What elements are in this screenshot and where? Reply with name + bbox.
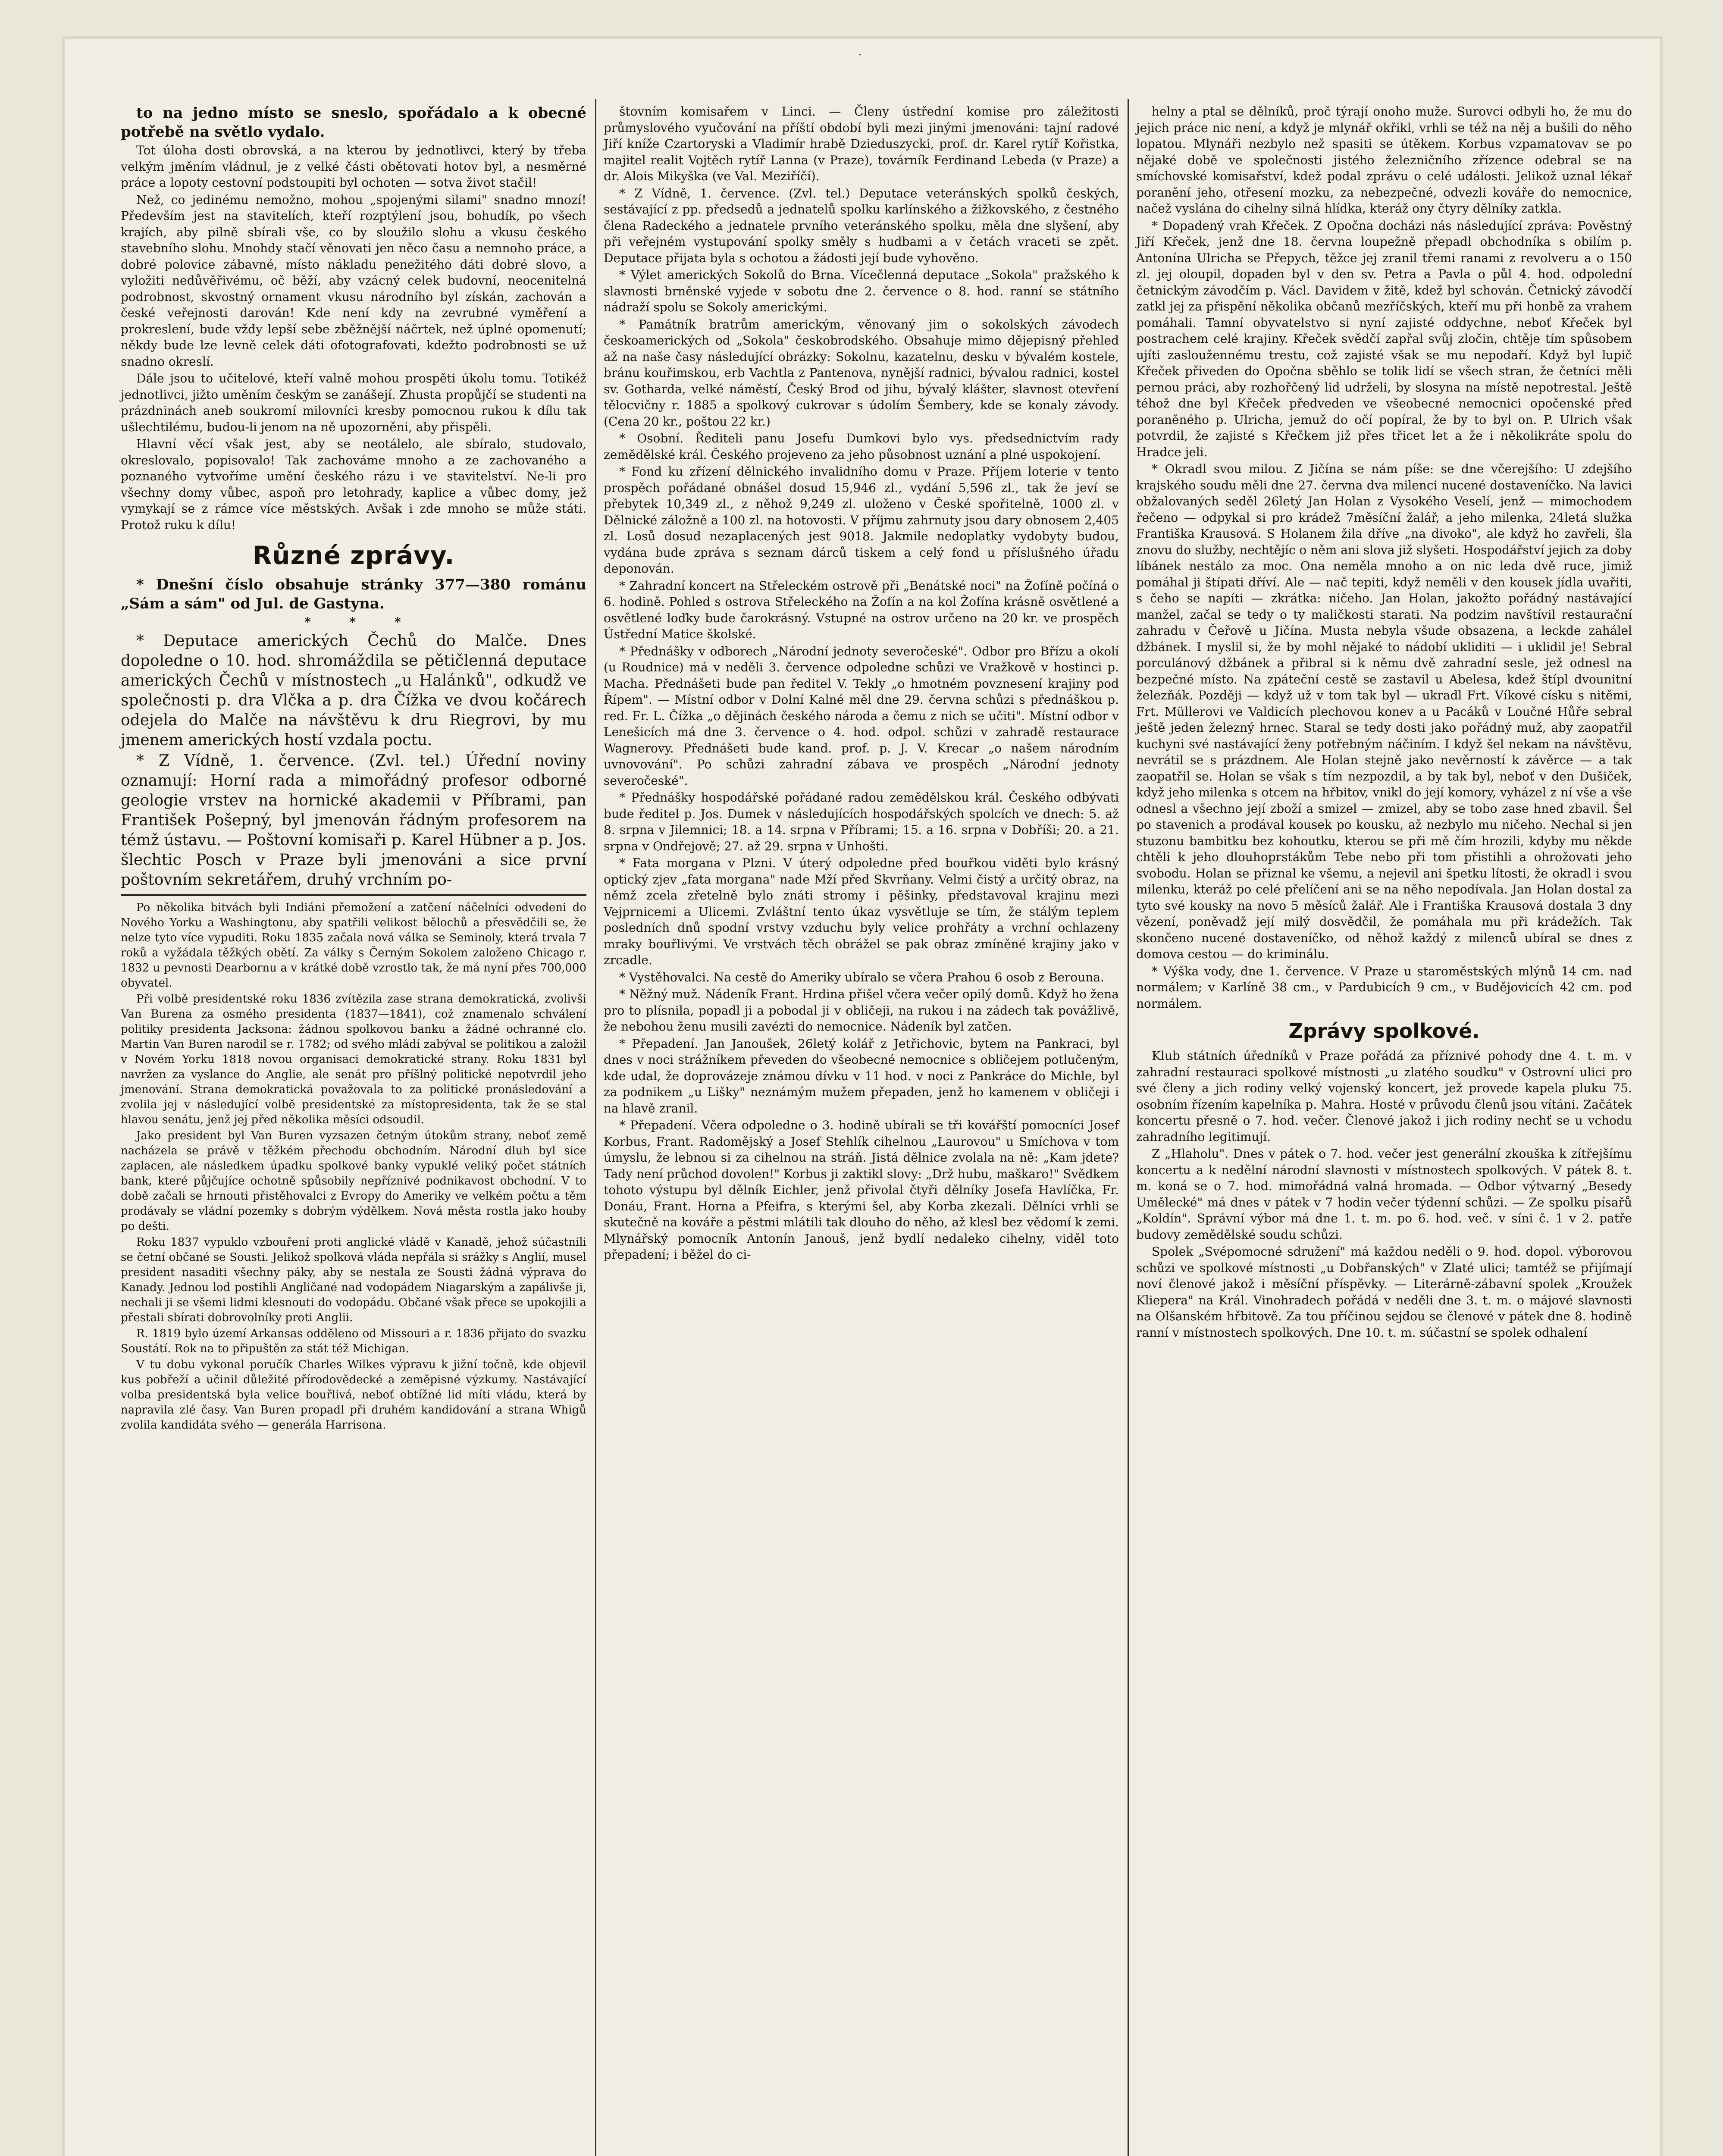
col2-paragraph-13: * Přepadení. Jan Janoušek, 26letý kolář z Jetřichovic, bytem na Pankraci, byl dnes v noci strážníkem převeden do všeobecné nemocnice s obličejem potlučeným, kde udal, že doprovázeje známou dívku v 11 hod. v noci z Pankráce do Michle, byl za podnikem „u Lišky" neznámým mužem přepaden, jenž ho kamenem v obličeji i na hlavě zranil. xyxy=(604,1036,1119,1116)
col3-paragraph-4: * Výška vody, dne 1. července. V Praze u staroměstských mlýnů 14 cm. nad normálem; v Karlíně 38 cm., v Pardubicích 9 cm., v Budějovicích 42 cm. pod normálem. xyxy=(1136,964,1632,1011)
col2-paragraph-12: * Něžný muž. Nádeník Frant. Hrdina přišel včera večer opilý domů. Když ho žena pro to plísnila, popadl ji a pobodal ji v obličeji, na rukou i na zádech tak povážlivě, že nebohou ženu musili zavézti do nemocnice. Nádeník byl zatčen. xyxy=(604,987,1119,1034)
column-2 xyxy=(604,103,1119,1264)
col3-paragraph-1: helny a ptal se dělníků, proč týrají onoho muže. Surovci odbyli ho, že mu do jejich práce nic není, a když je mlynář okřikl, vrhli se též na něj a bušili do něho lopatou. Mlynáři nezbylo než spasiti se útěkem. Korbus vzpamatovav se po nějaké době ve společnosti jistého železničního zřízence odebral se na smíchovské komisařství, kdež podal zprávu o celé události. Jelikož uznal lékař poranění jeho, otřesení mozku, za nebezpečné, odvezli kováře do nemocnice, načež vyslána do cihelny silná hlídka, kteráž ony čtyry dělníky zatkla. xyxy=(1136,104,1632,216)
col1-feuilleton-4: Roku 1837 vypuklo vzbouření proti anglické vládě v Kanadě, jehož súčastnili se četní občané se Sousti. Jelikož spolková vláda nepřála si srážky s Anglií, musel president nasaditi všechny páky, aby se nestala ze Sousti žádná výprava do Kanady. Jednou lod postihli Angličané nad vodopádem Niagarským a zapálivše ji, nechali ji se všemi lidmi klesnouti do vodopádu. Občané však přece se upokojili a přestali sbírati dobrovolníky proti Anglii. xyxy=(121,1235,586,1324)
col3-paragraph-5: Klub státních úředníků v Praze pořádá za příznivé pohody dne 4. t. m. v zahradní restauraci spolkové místnosti „u zlatého soudku" v Ostrovní ulici pro své členy a jich rodiny velký vojenský koncert, jež provede kapela pluku 75. osobním řízením kapelníka p. Mahra. Hosté v průvodu členů jsou vítáni. Začátek koncertu přesně o 7. hod. večer. Členové jakož i jich rodiny nechť se u vchodu zahradního legitimují. xyxy=(1136,1049,1632,1144)
column-1 xyxy=(121,103,586,1434)
col1-feuilleton-1: Po několika bitvách byli Indiáni přemožení a zatčení náčelníci odvedeni do Nového Yorku a Washingtonu, aby spatřili velikost bělochů a přesvědčili se, že nelze tyto více vypuditi. Roku 1835 začala nová válka se Seminoly, která trvala 7 roků a vyžádala těžkých obětí. Za války s Černým Sokolem založeno Chicago r. 1832 u pevnosti Dearbornu a v krátké době vzrostlo tak, že má nyní přes 700,000 obyvatel. xyxy=(121,901,586,990)
col2-paragraph-1: štovním komisařem v Linci. — Členy ústřední komise pro záležitosti průmyslového vyučování na příští období byli mezi jinými jmenováni: tajní radové Jiří kníže Czartoryski a Vladimír hrabě Dzieduszycki, prof. dr. Karel rytíř Kořistka, majitel realit Vojtěch rytíř Lanna (v Praze), továrník Ferdinand Lebeda (v Praze) a dr. Alois Mikyška (ve Val. Meziříčí). xyxy=(604,104,1119,183)
col2-paragraph-4: * Památník bratrům americkým, věnovaný jim o sokolských závodech českoamerických od „Sokola" českobrodského. Obsahuje mimo dějepisný přehled až na naše časy následující obrázky: Sokolnu, kazatelnu, desku v bývalém kostele, bránu kouřimskou, erb Vachtla z Pantenova, nynější radnici, bývalou radnici, kostel sv. Gotharda, velké náměstí, Český Brod od jihu, bývalý klášter, slavnost otevření tělocvičny r. 1885 a spolkový cukrovar s údolím Šembery, kde se konaly závody. (Cena 20 kr., poštou 22 kr.) xyxy=(604,317,1119,429)
col1-paragraph-4: Dále jsou to učitelové, kteří valně mohou prospěti úkolu tomu. Totikéž jednotlivci, jižto uměním českým se zanášejí. Zhusta propůjčí se studenti na prázdninách aneb soukromí milovníci kresby pomocnou rukou k dílu tak ušlechtilému, budou-li jenom na ně upozorněni, aby přispěli. xyxy=(121,371,586,434)
col1-feuilleton-3: Jako president byl Van Buren vyzsazen četným útokům strany, neboť země nacházela se právě v těžkém přechodu obchodním. Národní dluh byl sice zaplacen, ale následkem úpadku spolkové banky vypuklé veliký počet státních bank, které půjčujíce ochotně spůsobily nepříznivé podnikavost obchodní. V to době začali se hrnouti přistěhovalci z Evropy do Ameriky ve velkém počtu a těm prodávaly se vládní pozemky s dobrým výdělkem. Nová města rostla jako houby po dešti. xyxy=(121,1129,586,1233)
col1-paragraph-1: to na jedno místo se sneslo, spořádalo a k obecné potřebě na světlo vydalo. xyxy=(121,104,586,141)
col2-paragraph-3: * Výlet amerických Sokolů do Brna. Vícečlenná deputace „Sokola" pražského k slavnosti brněnské vyjede v sobotu dne 2. července o 8. hod. ranní se státního nádraží spolu se Sokoly americkými. xyxy=(604,268,1119,314)
col3-paragraph-2: * Dopadený vrah Křeček. Z Opočna docházi nás následující zpráva: Pověstný Jiří Křeček, jenž dne 18. června loupežně přepadl obchodníka s obilím p. Antonína Ulricha se Přepych, těžce jej zranil třemi ranami z revolveru a o 150 zl. jej oloupil, dopaden byl v den sv. Petra a Pavla o půl 4. hod. odpolední četnickým závodčím p. Václ. Davidem v žitě, kdež byl schován. Četnický závodčí zatkl jej za přispění několika občanů mezříčských, kteří mu při honbě za vrahem pomáhali. Tamní obyvatelstvo si nyní zajisté oddychne, neboť Křeček byl postrachem celé krajiny. Křeček svědčí zapřal svůj zločin, chtěje tím spůsobem ujíti zasloužennému trestu, což zajisté však se mu nepodaří. Když byl lupič Křeček přiveden do Opočna sběhlo se tolik lidí se všech stran, že četníci měli pernou práci, aby rozhořčený lid udrželi, by slosyna na místě nepotrestal. Ještě téhož dne byl Křeček předveden ve všeobecné nemocnici opočenské před poraněného p. Ulricha, jemuž do očí popíral, že by to byl on. P. Ulrich však potvrdil, že zajisté s Křečkem již přes třicet let a že i několikráte spolu do Hradce jeli. xyxy=(1136,218,1632,459)
col1-paragraph-2: Tot úloha dosti obrovská, a na kterou by jednotlivci, který by třeba velkým jměním vládnul, je z velké části obětovati hotov byl, a nesměrné práce a lopoty cestovní podstoupiti byl ochoten — sotva život stačil! xyxy=(121,143,586,190)
col2-paragraph-5: * Osobní. Řediteli panu Josefu Dumkovi bylo vys. předsednictvím rady zemědělské král. Českého projeveno za jeho působnost uznání a plné uspokojení. xyxy=(604,431,1119,462)
col1-notice-novel: * Dnešní číslo obsahuje stránky 377—380 románu „Sám a sám" od Jul. de Gastyna. xyxy=(121,576,586,612)
col1-feuilleton-6: V tu dobu vykonal poručík Charles Wilkes výpravu k jižní točně, kde objevil kus pobřeží a učinil důležité přírodovědecké a zeměpisné výzkumy. Nastávající volba presidentská byla velice bouřlivá, neboť obtížné lid míti vládu, která by napravila zlé časy. Van Buren propadl při druhém kandidování a strana Whigů zvolila kandidáta svého — generála Harrisona. xyxy=(121,1358,586,1432)
section-heading-zpravy-spolkove: Zprávy spolkové. xyxy=(1288,1019,1480,1043)
col1-feuilleton-5: R. 1819 bylo území Arkansas odděleno od Missouri a r. 1836 přijato do svazku Soustátí. Rok na to připuštěn za stát též Michigan. xyxy=(121,1327,586,1355)
horizontal-rule xyxy=(121,894,586,896)
col2-paragraph-14: * Přepadení. Včera odpoledne o 3. hodině ubírali se tři kovářští pomocníci Josef Korbus, Frant. Radomějský a Josef Stehlík cihelnou „Laurovou" u Smíchova v tom úmyslu, že lebnou si za cihelnou na stráň. Jistá dělnice zvolala na ně: „Kam jdete? Tady není průchod dovolen!" Korbus ji zaktikl slovy: „Drž hubu, maškaro!" Svědkem tohoto výstupu byl dělník Eichler, jenž přivolal čtyři dělníky Josefa Havlíčka, Fr. Donáu, Frant. Horna a Pfeifra, s kterými šel, aby Korba zkezali. Dělníci vrhli se skutečně na kováře a pěstmi mlátili tak dlouho do něho, až klesl bez vědomí k zemi. Mlynářský pomocník Antonín Janouš, jenž bydlí nedaleko cihelny, viděl toto přepadení; i běžel do ci- xyxy=(604,1118,1119,1262)
col2-paragraph-2: * Z Vídně, 1. července. (Zvl. tel.) Deputace veteránských spolků českých, sestávající z pp. předsedů a jednatelů spolku karlínského a žižkovského, z čestného člena Radeckého a jednatele prvního veteránského spolku, měla dne slyšení, aby při veřejném vystupování spolky směly s hudbami a v četách vraceti se zpět. Deputace přijata byla s ochotou a žádosti její bude vyhověno. xyxy=(604,186,1119,265)
col3-paragraph-7: Spolek „Svépomocné sdružení" má každou neděli o 9. hod. dopol. výborovou schůzi ve spolkové místnosti „u Dobřanských" v Zlaté ulici; tamtéž se přijímají noví členové jakož i měsíční příspěvky. — Literárně-zábavní spolek „Kroužek Kliepera" na Král. Vinohradech pořádá v neděli dne 3. t. m. o májové slavnosti na Olšanském hřbitově. Za tou příčinou sejdou se členové v pátek dne 8. hodině ranní v místnostech spolkových. Dne 10. t. m. súčastní se spolek odhalení xyxy=(1136,1244,1632,1340)
col2-paragraph-11: * Vystěhovalci. Na cestě do Ameriky ubíralo se včera Prahou 6 osob z Berouna. xyxy=(619,970,1104,984)
col2-paragraph-10: * Fata morgana v Plzni. V úterý odpoledne před bouřkou viděti bylo krásný optický zjev „fata morgana" nade Mží před Skvrňany. Velmi čistý a určitý obraz, na němž zcela zřetelně bylo znáti stromy i pěšinky, představoval krajinu mezi Vejprnicemi a Ulicemi. Zvláštní tento úkaz vysvětluje se tím, že stálým teplem posledních dnů spodní vrstvy vzduchu byly velice prohřáty a vrchní ochlazeny mraky bouřlivými. Ve vrstvách těch obrážel se pak obraz zmíněné krajiny jako v zrcadle. xyxy=(604,856,1119,967)
section-heading-ruzne-zpravy: Různé zprávy. xyxy=(252,541,455,570)
col1-paragraph-5: Hlavní věcí však jest, aby se neotálelo, ale sbíralo, studovalo, okreslovalo, popisovalo! Tak zachováme mnoho a ze zachovaného a poznaného vytvoříme umění českého rázu i ve stavitelství. Ne-li pro všechny domy vůbec, aspoň pro letohrady, kaplice a vůbec domy, jež vymykají se z rámce více městských. Avšak i zde mnoho se může státi. Protož ruku k dílu! xyxy=(121,437,586,532)
col3-paragraph-3: * Okradl svou milou. Z Jičína se nám píše: se dne včerejšího: U zdejšího krajského soudu měli dne 27. června dva milenci nucené dostaveníčko. Na lavici obžalovaných seděl 26letý Jan Holan z Vysokého Veselí, jenž — mimochodem řečeno — odpykal si pro krádež 7měsíční žalář, a jeho milenka, 24letá služka Františka Krausová. S Holanem žila dříve „na divoko", ale když ho zavřeli, šla znovu do služby, nechtějíc o něm ani slova již slyšeti. Hospodářství jejich za doby líbánek nestálo za moc. Ona neměla mnoho a on nic leda dvě ruce, jimiž pomáhal ji štípati dříví. Ale — nač tepiti, když neměli v den kousek jídla uvařiti, s čeho se napíti — zkrátka: ničeho. Jan Holan, jakožto pořádný nastávající manžel, začal se tedy o ty maličkosti starati. Na podzim navštívil restaurační zahradu v Čeřově u Jičína. Musta nebyla všude obsazena, a leckde zahálel džbánek. I myslil si, že by mohl nějaké to nádobí ukliditi — i uklidil je! Sebral porculánový džbánek a přibral si k němu dvě zahradní sesle, jež odnesl na bezpečné místo. Na zpáteční cestě se zastavil u Abelesa, kdež štípl dvounitní železňák. Později — když už v tom tak byl — ukradl Frt. Víkové císku s nitěmi, Frt. Müllerovi ve Valdicích plechovou konev a u Pacáků v Loučné Hůře sebral ještě jeden železný hrnec. Staral se tedy dosti jako pořádný muž, aby zaopatřil kuchyni své nastávající ženy potřebným náčiním. I když šel nekam na návštěvu, nevrátil se s prázdnem. Ale Holan stejně jako nevěrností k závěrce — a tak zaopatřil se. Holan se však s tím nezpozdil, a by tak byl, neboť v den Dušiček, když jeho milenka s otcem na hřbitov, vnikl do její komory, vyházel z ní vše a vše odnesl a všechno její zboží a smizel — zmizel, aby se tobo zase hned zbavil. Šel po stavenich a prodával kousek po kousku, až nezbylo mu ničeho. Nechal si jen stuzonu bambitku bez kohoutku, kterou se při mě čím hrozili, kdyby mu někde chtěli k jeho dlouhoprstákům Tebe nebo při tom přistihli a ohrožovati jeho svobodu. Holan se přiznal ke všemu, a nejevil ani špetku lítosti, že okradl i svou milenku, kteráž po celé přelíčení ani se na něho nepodívala. Jan Holan dostal za tyto své kousky na novo 5 měsíců žalář. Ale i Františka Krausová dostala 3 dny vězení, poněvadž její milý dosvědčil, že pomáhala mu při krádežích. Tak skončeno nucené dostaveníčko, od něhož každý z milenců ubíral se dnes z domova cestou — do kriminálu. xyxy=(1136,462,1632,961)
col2-paragraph-8: * Přednášky v odborech „Národní jednoty severočeské". Odbor pro Břízu a okolí (u Roudnice) má v neděli 3. července odpoledne schůzi ve Vražkově v hostinci p. Macha. Přednášeti bude pan ředitel V. Tekly „o hmotném povznesení krajiny pod Řípem". — Místní odbor v Dolní Kalné měl dne 29. června schůzi s přednáškou p. red. Fr. L. Čížka „o dějinách českého národa a čemu z nich se učiti". Místní odbor v Lenešicích má dne 3. července o 4. hod. odpol. schůzi v zahradě restaurace Wagnerovy. Přednášeti bude kand. prof. p. J. V. Krecar „o našem národním uvnovování". Po schůzi zahradní zábava ve prospěch „Národní jednoty severočeské". xyxy=(604,644,1119,788)
newspaper-page xyxy=(65,39,1660,2156)
column-3 xyxy=(1136,103,1632,1341)
column-rule-2 xyxy=(1128,99,1129,2156)
col1-news-deputace: * Deputace amerických Čechů do Malče. Dnes dopoledne o 10. hod. shromáždila se pětičlenná deputace amerických Čechů v místnostech „u Halánků", odkudž ve společnosti p. dra Vlčka a p. dra Čížka ve dvou kočárech odejela do Malče na návštěvu k dru Riegrovi, by mu jmenem amerických hostí vzdala poctu. xyxy=(121,632,586,749)
col2-paragraph-9: * Přednášky hospodářské pořádané radou zemědělskou král. Českého odbývati bude ředitel p. Jos. Dumek v následujících hospodářských spolcích ve dnech: 5. až 8. srpna v Jilemnici; 18. a 14. srpna v Příbrami; 15. a 16. srpna v Dobříši; 20. a 21. srpna v Ondřejově; 27. až 29. srpna v Unhošti. xyxy=(604,790,1119,853)
col1-feuilleton-2: Při volbě presidentské roku 1836 zvítězila zase strana demokratická, zvolivši Van Burena za osmého presidenta (1837—1841), což znamenalo schválení politiky presidenta Jacksona: žádnou spolkovou banku a žádné ochranné clo. Martin Van Buren narodil se r. 1782; od svého mládí zabýval se politikou a založil v Novém Yorku 1818 novou organisaci demokratické strany. Roku 1831 byl navržen za vyslance do Anglie, ale senát pro příšlný politické nepotvrdil jeho jmenování. Strana demokratická považovala to za politické pronásledování a zvolila jej v následující volbě presidentské za místopresidenta, tak že se stal hlavou senátu, jenž jej před několika měsíci odsoudil. xyxy=(121,992,586,1126)
col2-paragraph-7: * Zahradní koncert na Střeleckém ostrově při „Benátské noci" na Žofíně počíná o 6. hodině. Pohled s ostrova Střeleckého na Žofín a na kol Žofína krásně osvětlené a osvětlené loďky bude čarokrásný. Vstupné na ostrov určeno na 20 kr. ve prospěch Ústřední Matice školské. xyxy=(604,578,1119,641)
col3-paragraph-6: Z „Hlaholu". Dnes v pátek o 7. hod. večer jest generální zkouška k zítřejšímu koncertu a k nedělní národní slavnosti v místnostech spolkových. V pátek 8. t. m. koná se o 7. hod. mimořádná valná hromada. — Odbor výtvarný „Besedy Umělecké" má dnes v pátek v 7 hodin večer týdenní schůzi. — Ze spolku písařů „Koldín". Správní výbor má dne 1. t. m. po 6. hod. več. v síni č. 1 v 2. patře budovy zemědělské soudu schůzi. xyxy=(1136,1147,1632,1242)
col2-paragraph-6: * Fond ku zřízení dělnického invalidního domu v Praze. Příjem loterie v tento prospěch pořádané obnášel dosud 15,946 zl., vydání 5,596 zl., tak že jeví se přebytek 10,349 zl., z něhož 9,249 zl. uloženo v České spořitelně, 1000 zl. v Dělnické záložně a 100 zl. na hotovosti. V příjmu zahrnuty jsou dary obnosem 2,405 zl. Losů dosud nezaplacených jest 9018. Jakmile nedoplatky vydobyty budou, vydána bude zpráva s seznam dárců tiskem a celý fond u příslušného úřadu deponován. xyxy=(604,464,1119,576)
top-marker: · xyxy=(858,47,862,63)
separator-stars: * * * xyxy=(304,615,418,629)
col1-paragraph-3: Než, co jedinému nemožno, mohou „spojenými silami" snadno mnozí! Především jest na stavitelích, kteří rozptýlení jsou, bohudík, po všech krajích, aby pilně sbírali vše, co by sloužilo slohu a vkusu českého stavebního slohu. Mnohdy stačí věnovati jen něco času a nemnoho práce, a dobré polovice zábavné, místo nákladu penežitého dáti dobré slovo, a vyložiti nedůvěřivému, oč běží, aby vzácný celek budovní, neocenitelná podrobnost, skvostný ornament vkusu národního byl získán, zachován a české veřejnosti darován! Kde není kdy na zevrubné vyměření a prokreslení, bude vždy lepší sebe zběžnější náčrtek, než úplné opomenutí; někdy bude lze levně celek dáti ofotografovati, kdežto podrobnosti se už snadno okreslí. xyxy=(121,192,586,369)
column-rule-1 xyxy=(595,99,596,2156)
col1-news-vienna: * Z Vídně, 1. července. (Zvl. tel.) Úřední noviny oznamují: Horní rada a mimořádný profesor odborné geologie vrstev na hornické akademii v Příbrami, pan František Pošepný, byl jmenován řádným profesorem na témž ústavu. — Poštovní komisaři p. Karel Hübner a p. Jos. šlechtic Posch v Praze byli jmenováni a sice první poštovním sekretářem, druhý vrchním po- xyxy=(121,752,586,889)
